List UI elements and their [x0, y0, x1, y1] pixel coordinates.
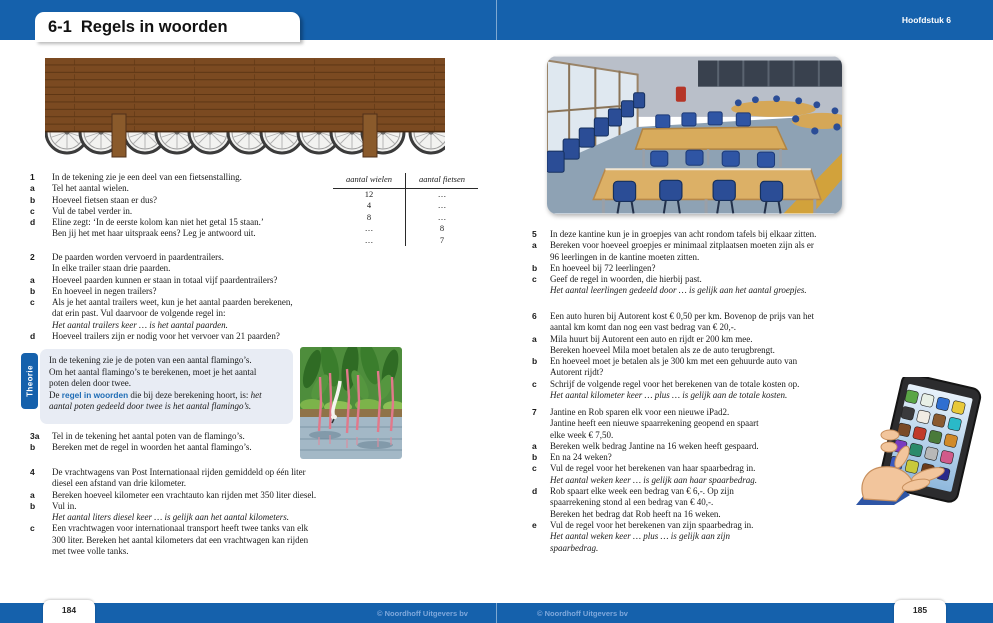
question-text: Een vrachtwagen voor internationaal transport heeft twee tanks van elk	[52, 523, 309, 534]
question-text: Vul in.	[52, 500, 77, 511]
app-icon	[947, 417, 961, 431]
question-label	[532, 543, 550, 554]
question-label	[532, 418, 550, 429]
question-line	[532, 520, 759, 531]
question-text: Als je het aantal trailers weet, kun je het aantal paarden berekenen,	[52, 297, 293, 308]
question-label: a	[30, 183, 35, 194]
question-label: b	[532, 452, 538, 463]
question-label	[532, 322, 550, 333]
question-label: 5	[532, 229, 537, 239]
question-text: En hoeveel in negen trailers?	[52, 285, 157, 296]
question-line	[532, 441, 759, 452]
question-label: 6	[532, 311, 537, 321]
question-label: d	[532, 486, 538, 497]
table-cell: 8	[406, 223, 479, 235]
wheels-bikes-table	[333, 173, 478, 246]
question-line	[532, 407, 759, 418]
question-label	[30, 546, 52, 557]
question-text: Mila huurt bij Autorent een auto en rijdt er 200 km mee.	[550, 333, 753, 344]
question-label: 7	[532, 407, 537, 417]
question-text: Bereken met de regel in woorden het aantal flamingo’s.	[52, 442, 252, 453]
wooden-post	[112, 114, 126, 157]
theorie-tab-label: Theorie	[25, 365, 34, 397]
question-7	[532, 407, 759, 554]
question-line	[30, 275, 293, 286]
question-text: Geef de regel in woorden, die hierbij past.	[550, 274, 702, 285]
question-line	[532, 285, 816, 296]
question-line	[30, 442, 252, 453]
question-text: Bereken welk bedrag Jantine na 16 weken heeft gespaard.	[550, 440, 759, 451]
question-line	[30, 183, 264, 194]
theory-line: poten delen door twee.	[49, 378, 131, 389]
question-text: Vul de tabel verder in.	[52, 205, 133, 216]
question-text: dat erin past. Vul daarvoor de volgende regel in:	[52, 308, 226, 319]
question-label: 4	[30, 467, 35, 477]
table-cell: …	[406, 188, 479, 200]
question-text: Het aantal leerlingen gedeeld door … is gelijk aan het aantal groepjes.	[550, 285, 807, 296]
question-label: a	[532, 440, 537, 451]
table-cell: …	[406, 200, 479, 212]
question-label	[532, 390, 550, 401]
app-icon	[904, 390, 918, 404]
section-title-tab	[35, 12, 300, 42]
question-line	[532, 475, 759, 486]
question-text: Ben jij het met haar uitspraak eens? Leg je antwoord uit.	[52, 228, 256, 239]
question-line	[532, 229, 816, 240]
question-line	[30, 206, 264, 217]
question-line	[30, 297, 293, 308]
question-label: c	[532, 463, 537, 474]
question-line	[30, 478, 316, 489]
question-text: Schrijf de volgende regel voor het berekenen van de totale kosten op.	[550, 378, 800, 389]
app-icon	[924, 446, 938, 460]
question-text: Het aantal weken keer … is gelijk aan haar spaarbedrag.	[550, 474, 757, 485]
question-line	[30, 501, 316, 512]
question-label	[30, 535, 52, 546]
question-line	[532, 240, 816, 251]
question-line	[532, 509, 759, 520]
question-line	[532, 334, 814, 345]
question-line	[532, 390, 814, 401]
question-line	[30, 320, 293, 331]
app-icon	[909, 443, 923, 457]
question-line	[532, 430, 759, 441]
app-icon	[920, 393, 934, 407]
question-text: Hoeveel fietsen staan er dus?	[52, 194, 157, 205]
table-cell: 8	[366, 211, 372, 222]
question-line	[532, 379, 814, 390]
question-label	[532, 531, 550, 542]
flamingo-legs-illustration	[300, 347, 402, 459]
question-text: elke week € 7,50.	[550, 429, 614, 440]
question-2	[30, 252, 293, 342]
question-text: Eline zegt: ‘In de eerste kolom kan niet het getal 15 staan.’	[52, 217, 264, 228]
question-label: b	[30, 500, 36, 511]
app-icon	[944, 433, 958, 447]
question-4	[30, 467, 316, 557]
table-cell: 7	[406, 235, 479, 247]
question-label: c	[30, 297, 35, 308]
question-label: 1	[30, 172, 35, 182]
question-text: In deze kantine kun je in groepjes van acht rondom tafels bij elkaar zitten.	[550, 229, 817, 239]
table-row	[333, 200, 478, 212]
question-line	[532, 311, 814, 322]
question-text: En na 24 weken?	[550, 452, 612, 463]
question-text: Autorent rijdt?	[550, 367, 604, 378]
canteen-photo	[547, 56, 842, 214]
page-number-left: 184	[43, 600, 95, 623]
question-text: Tel het aantal wielen.	[52, 183, 129, 194]
question-line	[532, 452, 759, 463]
page-divider-line	[496, 0, 497, 40]
question-line	[30, 467, 316, 478]
table-row	[333, 188, 478, 200]
table-row	[333, 223, 478, 235]
theory-line: Om het aantal flamingo’s te berekenen, moet je het aantal	[49, 366, 257, 377]
table-header: aantal fietsen	[406, 173, 479, 188]
question-label	[30, 308, 52, 319]
question-line	[30, 535, 316, 546]
copyright-right: © Noordhoff Uitgevers bv	[537, 609, 628, 618]
question-line	[532, 345, 814, 356]
question-label: b	[532, 262, 538, 273]
app-icon	[936, 397, 950, 411]
question-label: b	[30, 194, 36, 205]
question-text: Rob spaart elke week een bedrag van € 6,-. Op zijn	[550, 486, 734, 497]
table-cell: 12	[364, 188, 374, 199]
question-label: 2	[30, 252, 35, 262]
question-text: Het aantal weken keer … plus … is gelijk aan zijn	[550, 531, 730, 542]
question-line	[30, 195, 264, 206]
question-label: b	[30, 442, 36, 453]
question-label	[532, 497, 550, 508]
bicycle-shed-illustration	[45, 58, 445, 158]
question-label: a	[30, 489, 35, 500]
app-icon	[916, 410, 930, 424]
question-label: c	[532, 378, 537, 389]
theory-line: De regel in woorden die bij deze berekening hoort, is: het	[49, 389, 262, 400]
table-row	[333, 235, 478, 247]
question-text: In de tekening zie je een deel van een fietsenstalling.	[52, 172, 242, 182]
question-1	[30, 172, 264, 240]
question-label: c	[30, 205, 35, 216]
question-line	[532, 543, 759, 554]
table-cell: …	[364, 223, 374, 233]
question-line	[532, 322, 814, 333]
app-icon	[940, 450, 954, 464]
question-text: Een auto huren bij Autorent kost € 0,50 per km. Bovenop de prijs van het	[550, 311, 814, 321]
question-label	[532, 285, 550, 296]
question-text: Hoeveel paarden kunnen er staan in totaal vijf paardentrailers?	[52, 274, 278, 285]
question-label	[30, 478, 52, 489]
table-cell: …	[406, 212, 479, 224]
question-text: Bereken het bedrag dat Rob heeft na 16 weken.	[550, 508, 721, 519]
question-line	[532, 418, 759, 429]
question-line	[30, 308, 293, 319]
question-text: Bereken voor hoeveel groepjes er minimaal zitplaatsen moeten zijn als er	[550, 240, 814, 251]
question-label	[30, 320, 52, 331]
question-text: En hoeveel bij 72 leerlingen?	[550, 262, 656, 273]
question-line	[30, 228, 264, 239]
question-label	[532, 430, 550, 441]
question-text: Jantine heeft een nieuwe spaarrekening geopend en spaart	[550, 418, 759, 429]
question-text: Vul de regel voor het berekenen van zijn spaarbedrag in.	[550, 519, 754, 530]
section-number: 6-1	[48, 17, 72, 36]
app-icon	[932, 413, 946, 427]
question-line	[532, 252, 816, 263]
question-text: diesel een afstand van drie kilometer.	[52, 478, 186, 489]
table-cell: 4	[366, 200, 372, 210]
question-text: En hoeveel moet je betalen als je 300 km met een gehuurde auto van	[550, 356, 798, 367]
theory-line: aantal poten gedeeld door twee is het aantal flamingo’s.	[49, 401, 252, 412]
theorie-tab	[21, 353, 38, 409]
question-line	[532, 274, 816, 285]
question-label: d	[30, 217, 36, 228]
question-text: spaarrekening stond al een bedrag van € 40,-.	[550, 497, 714, 508]
question-6	[532, 311, 814, 401]
table-header: aantal wielen	[333, 173, 406, 188]
question-text: aantal km komt dan nog een vast bedrag van € 20,-.	[550, 322, 736, 333]
question-text: Vul de regel voor het berekenen van haar spaarbedrag in.	[550, 463, 756, 474]
question-text: De vrachtwagens van Post Internationaal rijden gemiddeld op één liter	[52, 467, 306, 477]
section-title: Regels in woorden	[80, 17, 228, 36]
question-line	[30, 263, 293, 274]
question-label	[532, 367, 550, 378]
question-label	[30, 263, 52, 274]
question-line	[532, 367, 814, 378]
app-icon	[912, 426, 926, 440]
wooden-post	[363, 114, 377, 157]
question-text: Het aantal liters diesel keer … is gelijk aan het aantal kilometers.	[52, 512, 289, 523]
theory-line: In de tekening zie je de poten van een aantal flamingo’s.	[49, 355, 252, 365]
question-line	[30, 523, 316, 534]
question-label: c	[30, 523, 35, 534]
footer-bar	[0, 603, 993, 623]
question-label	[532, 475, 550, 486]
page-divider-line	[496, 603, 497, 623]
question-text: 300 liter. Bereken het aantal kilometers dat een vrachtwagen kan rijden	[52, 534, 309, 545]
table-cell: …	[364, 234, 374, 245]
question-label	[532, 509, 550, 520]
question-line	[532, 531, 759, 542]
app-icon	[951, 400, 965, 414]
table-body	[333, 188, 478, 246]
question-label	[532, 345, 550, 356]
question-text: Bereken hoeveel kilometer een vrachtauto kan rijden met 350 liter diesel.	[52, 489, 317, 500]
question-label	[532, 252, 550, 263]
app-icon	[905, 459, 919, 473]
question-5	[532, 229, 816, 297]
question-label	[30, 512, 52, 523]
question-label: b	[30, 285, 36, 296]
question-label: c	[532, 274, 537, 285]
question-label: a	[532, 240, 537, 251]
copyright-left: © Noordhoff Uitgevers bv	[377, 609, 468, 618]
question-line	[30, 490, 316, 501]
question-line	[30, 252, 293, 263]
question-line	[30, 546, 316, 557]
page-number-right: 185	[894, 600, 946, 623]
app-icon	[901, 406, 915, 420]
wooden-wall	[45, 58, 445, 132]
question-3	[30, 431, 252, 454]
question-line	[30, 331, 293, 342]
question-text: De paarden worden vervoerd in paardentrailers.	[52, 252, 224, 262]
question-line	[532, 463, 759, 474]
question-label	[30, 228, 52, 239]
hand-holding-tablet-illustration	[856, 377, 988, 505]
table-row	[333, 212, 478, 224]
question-label: a	[532, 333, 537, 344]
theory-box	[40, 349, 293, 424]
question-line	[30, 286, 293, 297]
question-line	[30, 512, 316, 523]
question-text: Jantine en Rob sparen elk voor een nieuwe iPad2.	[550, 407, 730, 417]
question-line	[532, 263, 816, 274]
question-label: e	[532, 519, 537, 530]
question-text: Bereken hoeveel Mila moet betalen als ze de auto terugbrengt.	[550, 344, 775, 355]
table-header-row	[333, 173, 478, 188]
chapter-label: Hoofdstuk 6	[901, 15, 951, 25]
question-label: 3a	[30, 431, 40, 441]
question-line	[30, 431, 252, 442]
question-label: d	[30, 331, 36, 342]
question-text: met twee volle tanks.	[52, 546, 129, 557]
question-text: Het aantal kilometer keer … plus … is gelijk aan de totale kosten.	[550, 390, 788, 401]
question-line	[30, 172, 264, 183]
question-label: b	[532, 356, 538, 367]
question-line	[30, 217, 264, 228]
question-label: a	[30, 274, 35, 285]
question-text: Tel in de tekening het aantal poten van de flamingo’s.	[52, 431, 245, 441]
question-text: 96 leerlingen in de kantine moeten zitten.	[550, 251, 700, 262]
question-text: Hoeveel trailers zijn er nodig voor het vervoer van 21 paarden?	[52, 331, 280, 342]
question-line	[532, 486, 759, 497]
question-line	[532, 356, 814, 367]
question-text: spaarbedrag.	[550, 542, 599, 553]
app-icon	[928, 430, 942, 444]
question-line	[532, 497, 759, 508]
question-text: Het aantal trailers keer … is het aantal paarden.	[52, 319, 228, 330]
question-text: In elke trailer staan drie paarden.	[52, 263, 171, 274]
